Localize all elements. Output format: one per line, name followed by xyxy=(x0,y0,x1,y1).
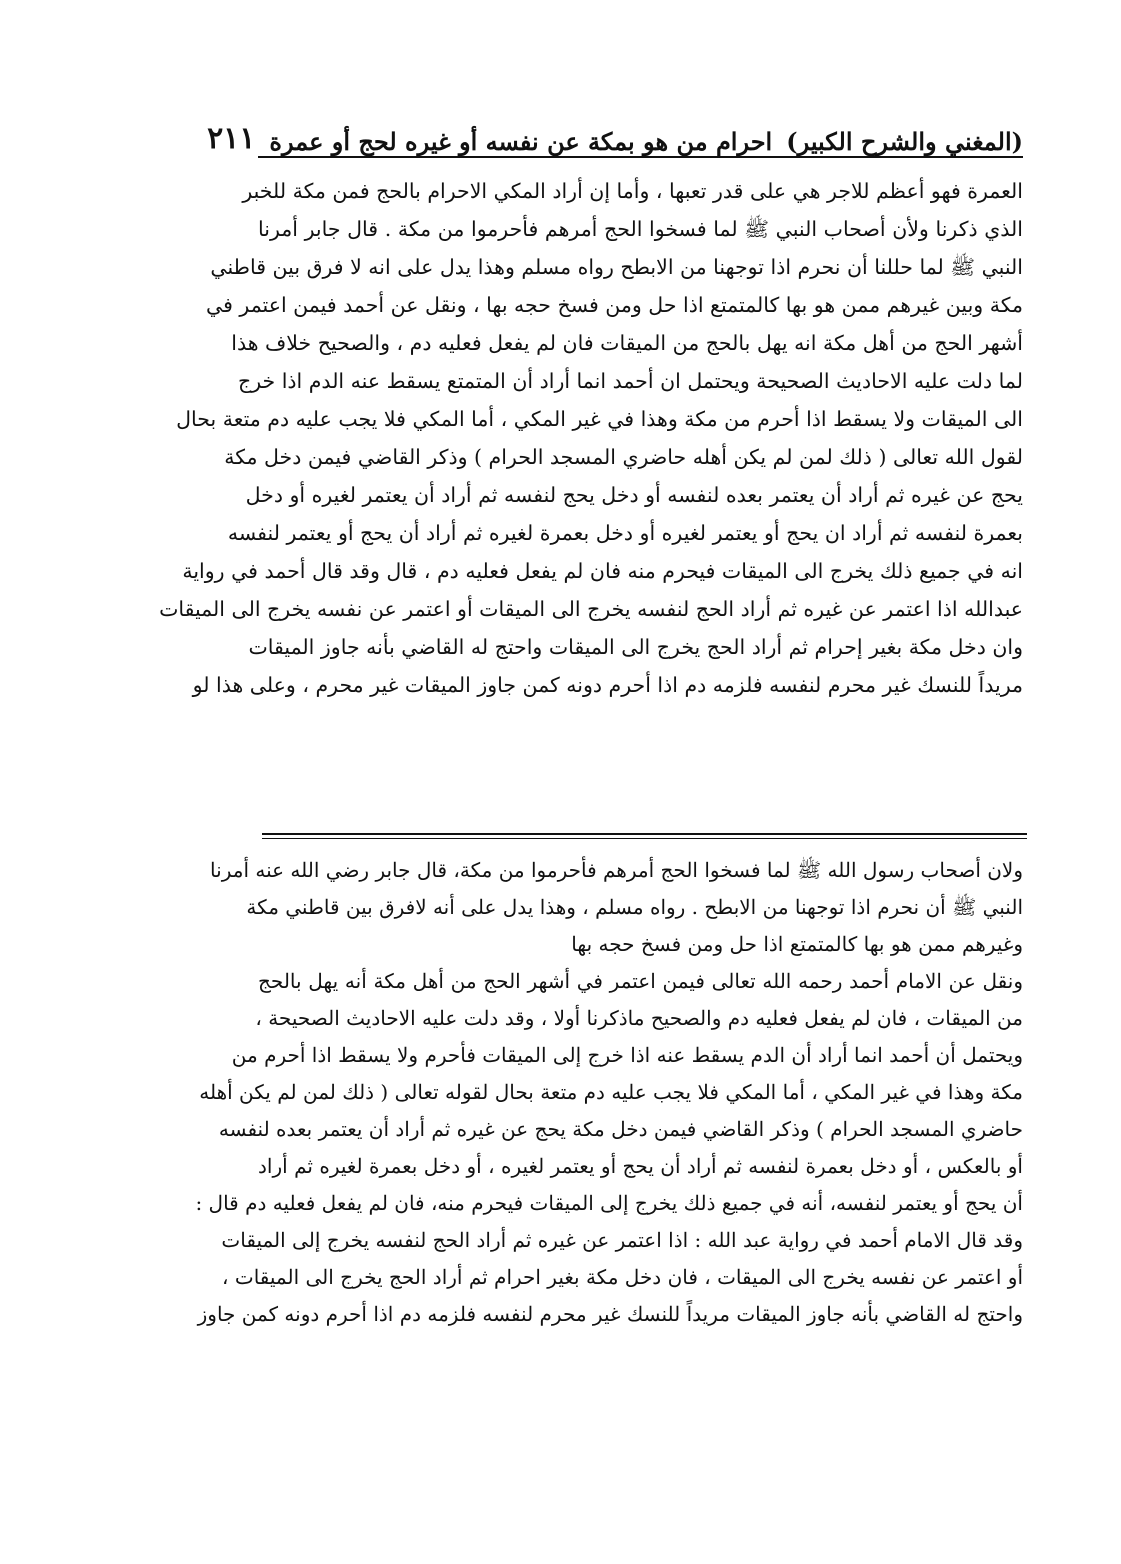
page-header xyxy=(207,110,1023,158)
text-line: عبدالله اذا اعتمر عن غيره ثم أراد الحج لنفسه يخرج الى الميقات أو اعتمر عن نفسه يخرج الى الميقات xyxy=(159,597,1023,621)
text-line: وقد قال الامام أحمد في رواية عبد الله : اذا اعتمر عن غيره ثم أراد الحج لنفسه يخرج إلى الميقات xyxy=(221,1228,1023,1252)
text-line: النبي ﷺ لما حللنا أن نحرم اذا توجهنا من الابطح رواه مسلم وهذا يدل على انه لا فرق بين قاطني xyxy=(210,255,1023,279)
text-line: يحج عن غيره ثم أراد أن يعتمر بعده لنفسه أو دخل يحج لنفسه ثم أراد أن يعتمر لغيره أو دخل xyxy=(245,483,1023,507)
text-line: العمرة فهو أعظم للاجر هي على قدر تعبها ، وأما إن أراد المكي الاحرام بالحج فمن مكة للخبر xyxy=(242,179,1023,203)
text-line: ولان أصحاب رسول الله ﷺ لما فسخوا الحج أمرهم فأحرموا من مكة، قال جابر رضي الله عنه أمرنا xyxy=(210,858,1023,882)
section-divider-inner xyxy=(262,838,1027,839)
text-line: الذي ذكرنا ولأن أصحاب النبي ﷺ لما فسخوا الحج أمرهم فأحرموا من مكة . قال جابر أمرنا xyxy=(258,217,1023,241)
text-line: مريداً للنسك غير محرم لنفسه فلزمه دم اذا أحرم دونه كمن جاوز الميقات غير محرم ، وعلى هذا لو xyxy=(192,673,1023,697)
main-text xyxy=(159,172,1023,704)
text-line: حاضري المسجد الحرام ) وذكر القاضي فيمن دخل مكة يحج عن غيره ثم أراد أن يعتمر بعده لنفسه xyxy=(218,1117,1023,1141)
text-line: أو اعتمر عن نفسه يخرج الى الميقات ، فان دخل مكة بغير احرام ثم أراد الحج يخرج الى الميقات ، xyxy=(222,1265,1023,1289)
text-line: لقول الله تعالى ( ذلك لمن لم يكن أهله حاضري المسجد الحرام ) وذكر القاضي فيمن دخل مكة xyxy=(224,445,1023,469)
section-divider xyxy=(262,833,1027,835)
text-line: الى الميقات ولا يسقط اذا أحرم من مكة وهذا في غير المكي ، أما المكي فلا يجب عليه دم متعة بحال xyxy=(176,407,1023,431)
commentary-text xyxy=(195,852,1023,1333)
text-line: واحتج له القاضي بأنه جاوز الميقات مريداً للنسك غير محرم لنفسه فلزمه دم اذا أحرم دونه كمن جاوز xyxy=(197,1302,1023,1326)
text-line: انه في جميع ذلك يخرج الى الميقات فيحرم منه فان لم يفعل فعليه دم ، قال وقد قال أحمد في رواية xyxy=(182,559,1023,583)
text-line: بعمرة لنفسه ثم أراد ان يحج أو يعتمر لغيره أو دخل بعمرة لغيره ثم أراد أن يحج أو يعتمر لنفسه xyxy=(227,521,1023,545)
text-line: وغيرهم ممن هو بها كالمتمتع اذا حل ومن فسخ حجه بها xyxy=(571,932,1023,956)
chapter-title: احرام من هو بمكة عن نفسه أو غيره لحج أو عمرة xyxy=(269,127,773,156)
text-line: أن يحج أو يعتمر لنفسه، أنه في جميع ذلك يخرج إلى الميقات فيحرم منه، فان لم يفعل فعليه دم قال : xyxy=(195,1191,1023,1215)
text-line: من الميقات ، فان لم يفعل فعليه دم والصحيح ماذكرنا أولا ، وقد دلت عليه الاحاديث الصحيحة ، xyxy=(255,1006,1023,1030)
text-line: ويحتمل أن أحمد انما أراد أن الدم يسقط عنه اذا خرج إلى الميقات فأحرم ولا يسقط اذا أحرم من xyxy=(231,1043,1023,1067)
text-line: النبي ﷺ أن نحرم اذا توجهنا من الابطح . رواه مسلم ، وهذا يدل على أنه لافرق بين قاطني مكة xyxy=(246,895,1023,919)
work-title: (المغني والشرح الكبير) xyxy=(786,127,1023,156)
text-line: ونقل عن الامام أحمد رحمه الله تعالى فيمن اعتمر في أشهر الحج من أهل مكة أنه يهل بالحج xyxy=(258,969,1023,993)
page-number: ٢١١ xyxy=(207,121,256,156)
text-line: أشهر الحج من أهل مكة انه يهل بالحج من الميقات فان لم يفعل فعليه دم ، والصحيح خلاف هذا xyxy=(231,331,1023,355)
text-line: لما دلت عليه الاحاديث الصحيحة ويحتمل ان أحمد انما أراد أن المتمتع يسقط عنه الدم اذا خرج xyxy=(237,369,1023,393)
text-line: مكة وبين غيرهم ممن هو بها كالمتمتع اذا حل ومن فسخ حجه بها ، ونقل عن أحمد فيمن اعتمر في xyxy=(205,293,1023,317)
text-line: مكة وهذا في غير المكي ، أما المكي فلا يجب عليه دم متعة بحال لقوله تعالى ( ذلك لمن لم يكن أهله xyxy=(199,1080,1023,1104)
text-line: أو بالعكس ، أو دخل بعمرة لنفسه ثم أراد أن يحج أو يعتمر لغيره ، أو دخل بعمرة لغيره ثم أراد xyxy=(258,1154,1023,1178)
text-line: وان دخل مكة بغير إحرام ثم أراد الحج يخرج الى الميقات واحتج له القاضي بأنه جاوز الميقات xyxy=(248,635,1023,659)
